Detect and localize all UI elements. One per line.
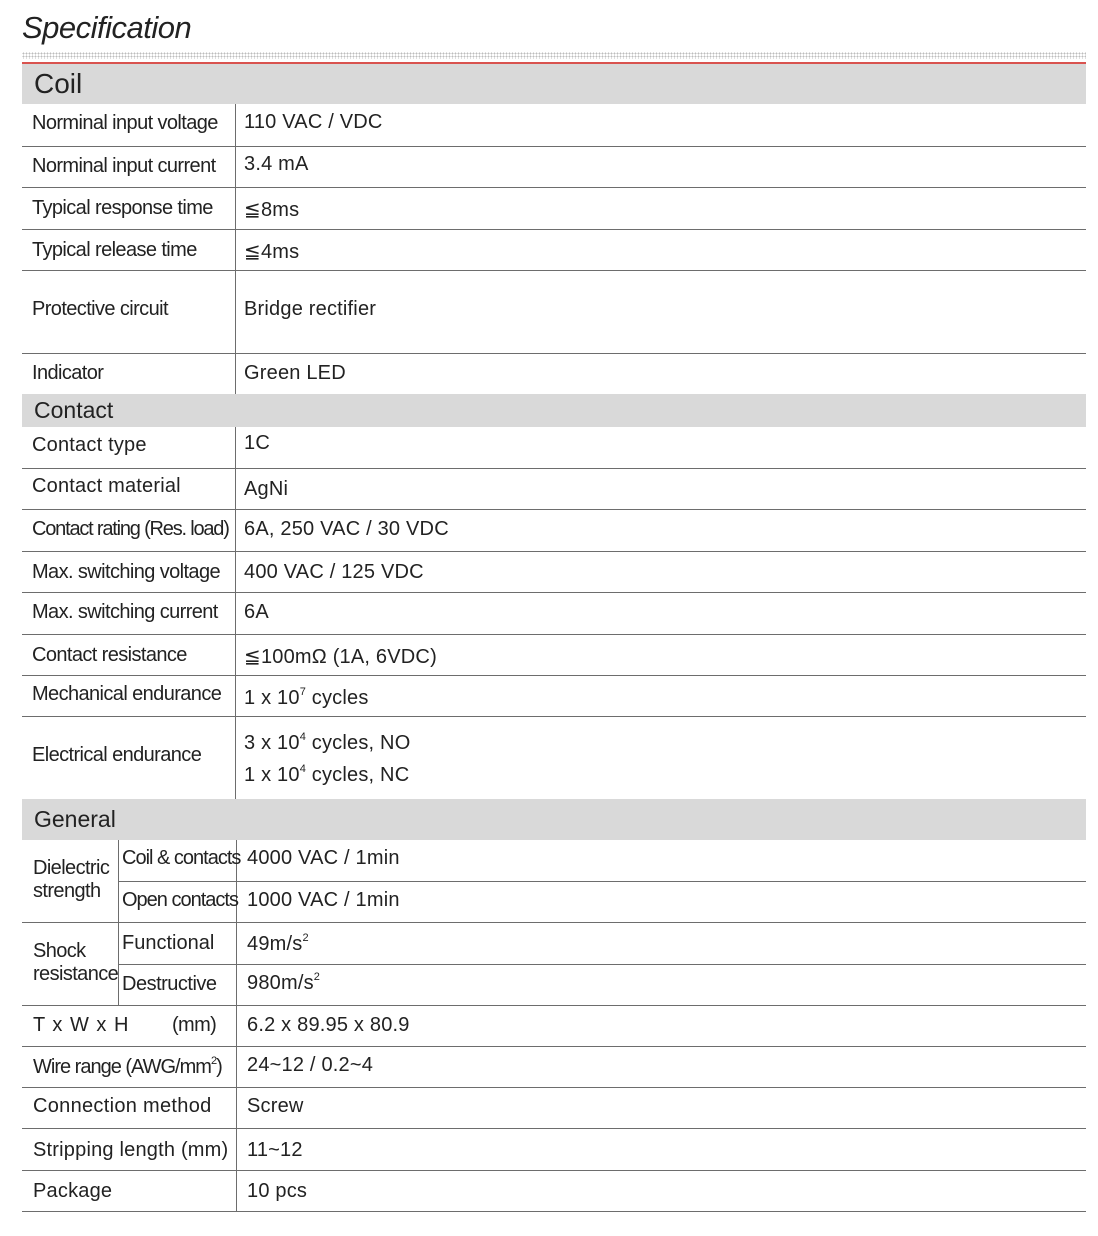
table-row [22,354,1086,394]
row-divider [22,1087,1086,1088]
row-label: T x W x H [33,1014,130,1036]
sub-value: $980m/s^2$ [247,971,321,994]
row-value: 24~12 / 0.2~4 [247,1054,374,1076]
sub-label: Open contacts [122,889,238,911]
sub-value: $49m/s^2$ [247,932,309,955]
row-value: 6A [244,601,269,623]
section-title: Contact [34,397,114,423]
section-title: Coil [34,68,83,99]
table-row [22,676,1086,717]
sub-label: Functional [122,932,215,954]
row-value: Bridge rectifier [244,298,377,320]
shock-label: Shock [33,940,86,962]
row-divider [22,1128,1086,1129]
row-label: Wire range $(AWG/mm^2)$ [33,1055,222,1078]
row-value: ≦8ms [244,199,300,221]
row-value: AgNi [244,478,289,500]
row-label: Contact rating (Res. load) [32,518,229,540]
table-row [22,427,1086,469]
row-divider [22,1046,1086,1047]
dielectric-label: strength [33,880,101,902]
row-value: 6.2 x 89.95 x 80.9 [247,1014,410,1036]
table-row [22,593,1086,635]
sub-row-divider [118,881,1086,882]
row-value: 1 x $10^7$ cycles [244,686,369,709]
row-label: Contact material [32,475,181,497]
row-value: 10 pcs [247,1180,308,1202]
row-label: Connection method [33,1095,212,1117]
section-title: General [34,806,116,832]
section-header-general [22,799,1086,840]
row-label: Contact resistance [32,644,187,666]
sub-label: Coil & contacts [122,847,241,869]
section-header-coil [22,64,1086,104]
section-header-contact [22,394,1086,427]
row-label: Electrical endurance [32,744,202,766]
row-value: Green LED [244,362,346,384]
row-label: Norminal input current [32,155,216,177]
row-value: 6A, 250 VAC / 30 VDC [244,518,449,540]
table-row [22,510,1086,552]
table-row [22,188,1086,230]
row-value: 3 x $10^4$ cycles, NO [244,731,411,754]
table-row [22,469,1086,510]
row-value: 1C [244,432,270,454]
table-row [22,717,1086,799]
row-label: Max. switching voltage [32,561,221,583]
row-divider [22,1005,1086,1006]
dielectric-label: Dielectric [33,857,110,879]
table-row [22,271,1086,354]
table-row [22,104,1086,147]
row-label: Typical response time [32,197,213,219]
row-label: Max. switching current [32,601,218,623]
row-divider [22,922,1086,923]
row-label: Mechanical endurance [32,683,222,705]
row-value: 110 VAC / VDC [244,111,383,133]
row-label: Stripping length (mm) [33,1139,229,1161]
row-divider [22,1170,1086,1171]
row-value: Screw [247,1095,304,1117]
row-value: ≦4ms [244,241,300,263]
row-label: Indicator [32,362,104,384]
row-value: 400 VAC / 125 VDC [244,561,424,583]
row-value: 3.4 mA [244,153,309,175]
shock-label: resistance [33,963,119,985]
sub-row-divider [118,964,1086,965]
sub-value: 4000 VAC / 1min [247,847,400,869]
table-row [22,635,1086,676]
row-value: 11~12 [247,1139,303,1161]
row-value: ≦100mΩ (1A, 6VDC) [244,646,437,668]
row-label: Norminal input voltage [32,112,218,134]
row-label: Protective circuit [32,298,168,320]
row-label: Typical release time [32,239,197,261]
unit-label: (mm) [172,1014,217,1036]
page-title: Specification [22,10,192,45]
table-row [22,552,1086,593]
row-value: 1 x $10^4$ cycles, NC [244,763,410,786]
row-label: Contact type [32,434,147,456]
title-dotted-rule [22,52,1086,59]
sub-value: 1000 VAC / 1min [247,889,400,911]
table-row [22,147,1086,188]
table-row [22,230,1086,271]
row-label: Package [33,1180,113,1202]
row-divider [22,1211,1086,1212]
sub-label: Destructive [122,973,217,995]
